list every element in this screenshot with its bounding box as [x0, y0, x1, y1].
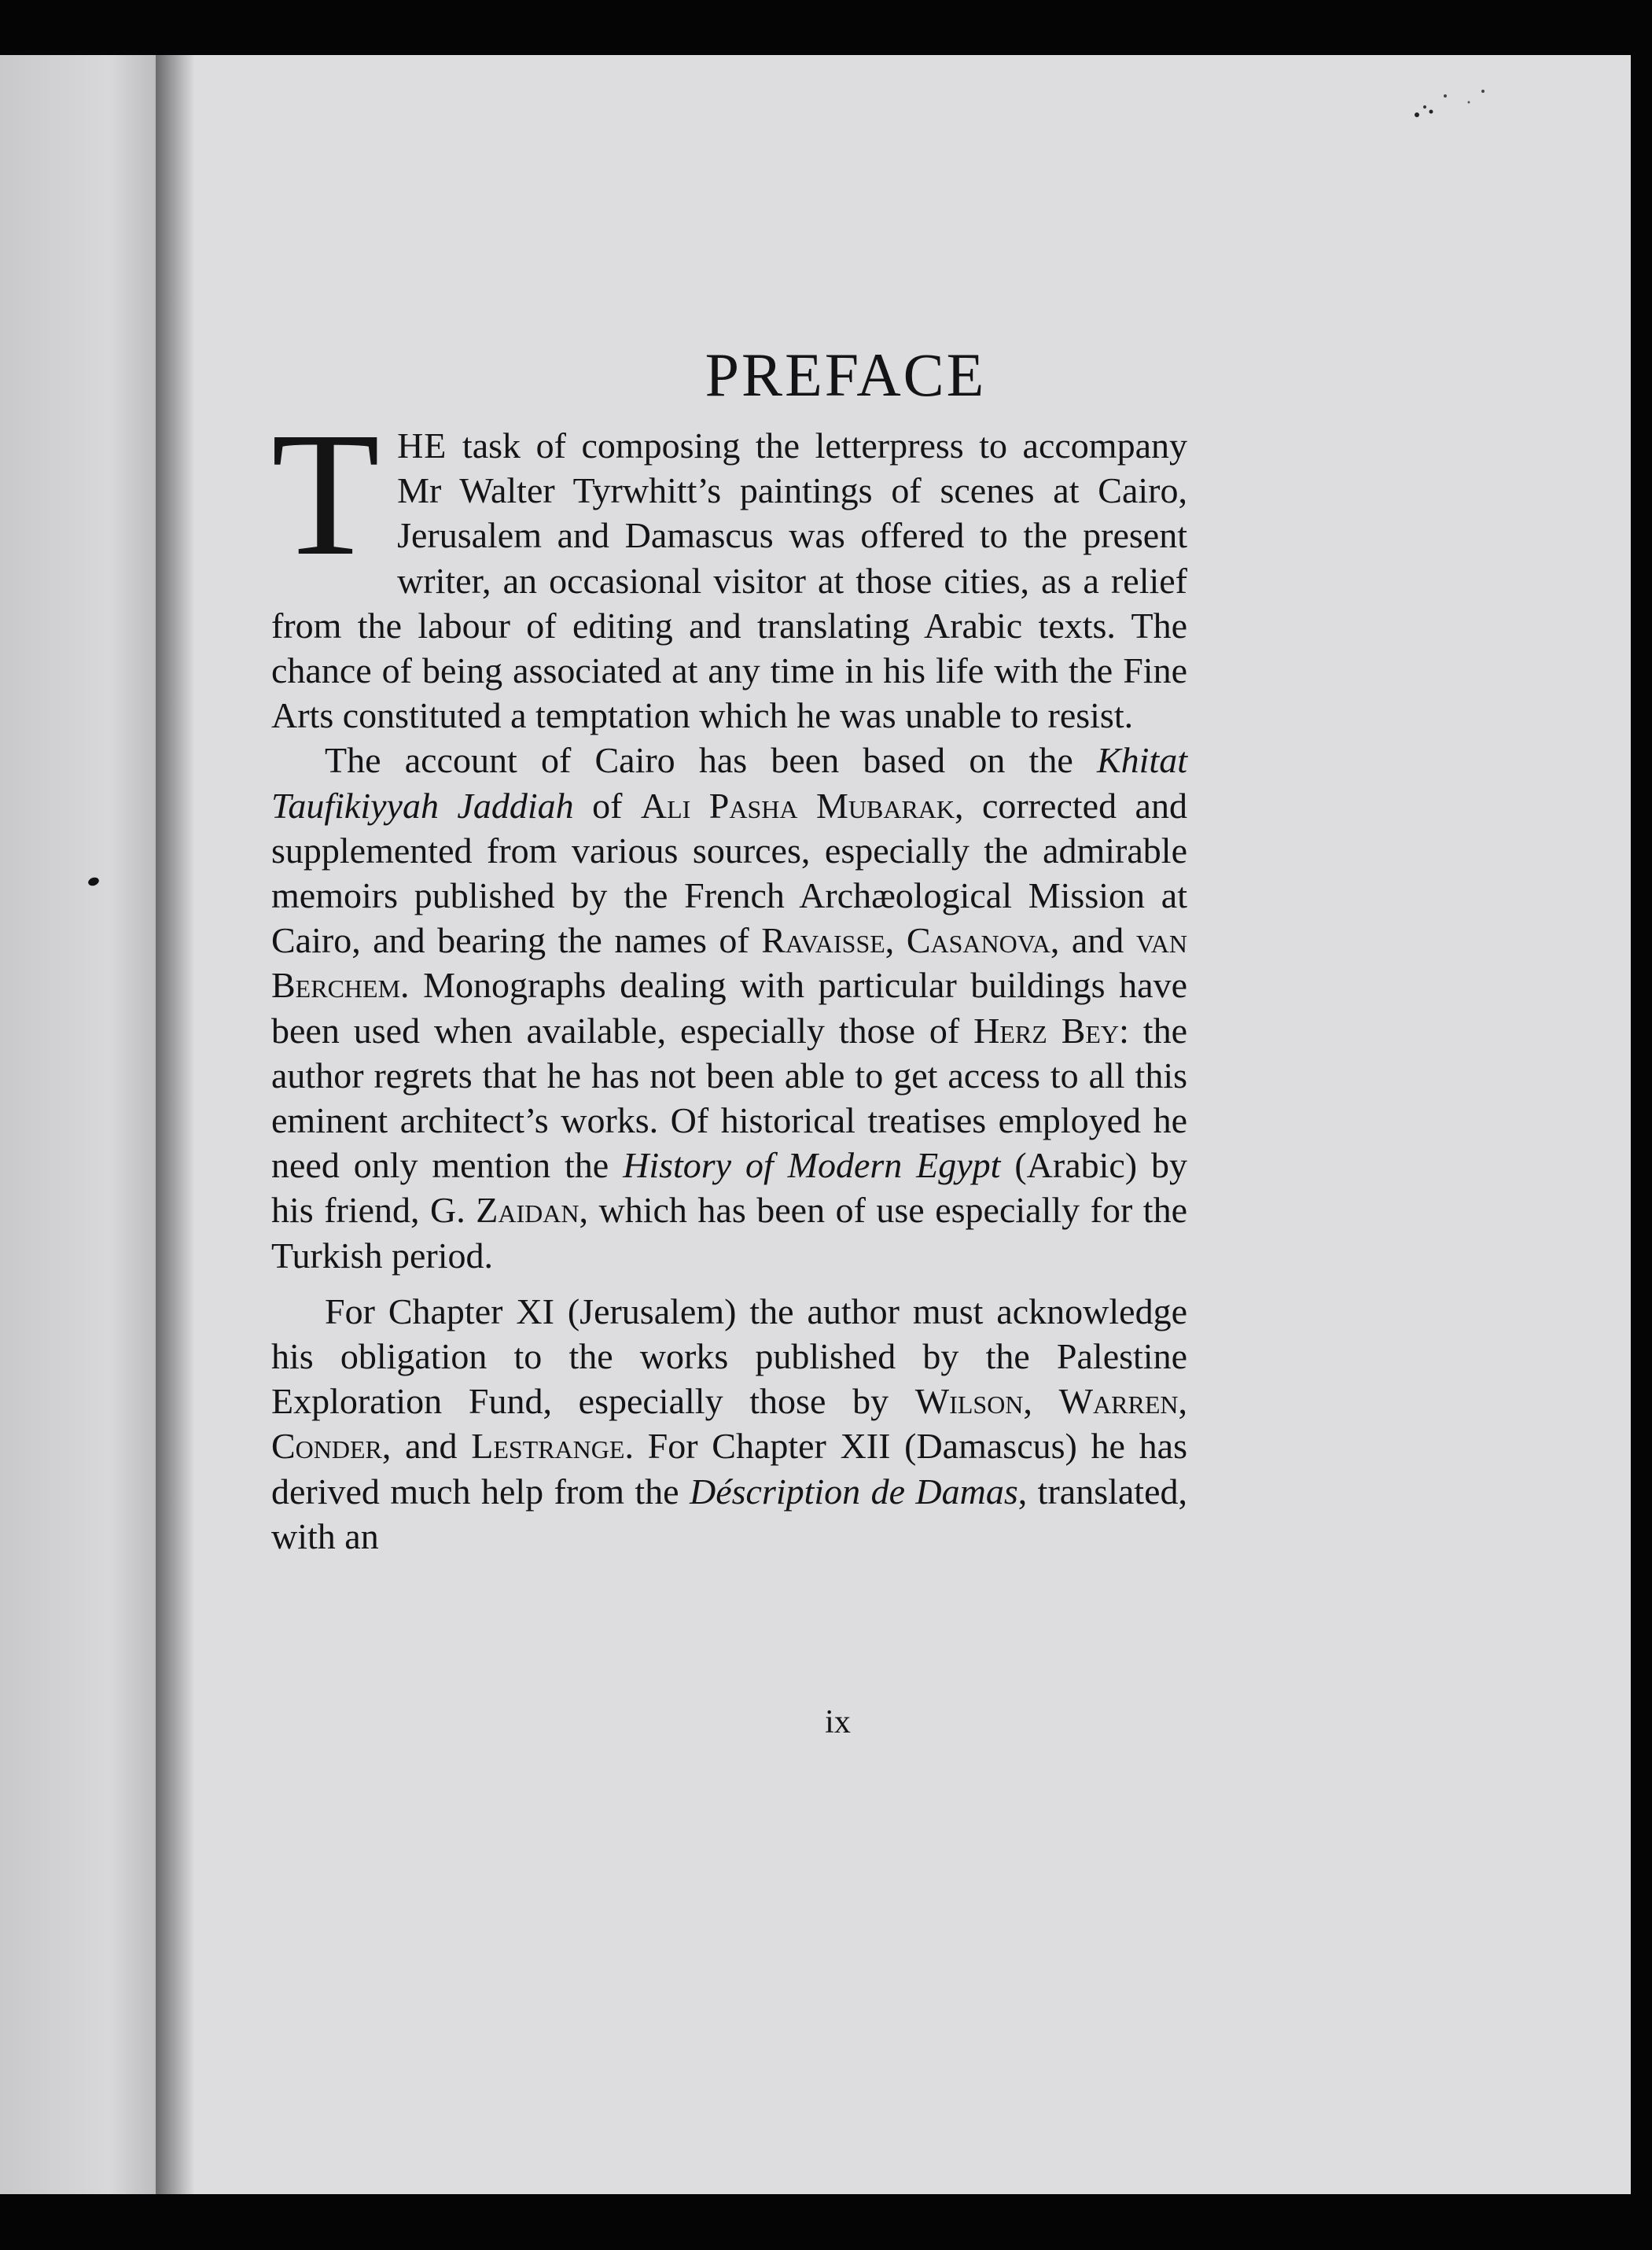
paragraph-text: , translated, with an — [271, 1471, 1187, 1556]
author-name: Herz Bey — [973, 1010, 1120, 1051]
paragraph-text: , corrected and supplemented from various sources, especially the admirable memoirs published by the French Archæological Mission at Cairo, and bearing the names of — [271, 785, 1187, 961]
paragraph-text: (Arabic) by his friend, G. — [271, 1145, 1187, 1231]
paragraph-text: , and — [381, 1426, 472, 1467]
lead-caps: HE — [397, 425, 447, 466]
paragraph-text: . Monographs dealing with particular buildings have been used when available, especially those of — [271, 965, 1187, 1051]
author-name: Zaidan — [476, 1190, 579, 1231]
italic-title: Déscription de Damas — [689, 1471, 1018, 1512]
paragraph-text: , — [1023, 1381, 1059, 1422]
author-name: Ali Pasha Mubarak — [640, 785, 955, 826]
paragraph — [271, 1289, 1187, 1559]
paragraph-text: , — [885, 920, 907, 961]
italic-title: History of Modern Egypt — [623, 1145, 1001, 1186]
paragraph — [271, 396, 1187, 738]
scan-top-border — [0, 0, 1652, 55]
author-name: Casanova — [906, 920, 1050, 961]
author-name: Lestrange — [471, 1426, 625, 1467]
paragraph — [271, 738, 1187, 1277]
paragraph-text: , — [1178, 1381, 1187, 1422]
paragraph-text: : the author regrets that he has not been able to get access to all this eminent architect’s works. Of historical treatises employed he need only mention the — [271, 1010, 1188, 1186]
scan-specks — [1407, 87, 1502, 126]
paragraph-text: , which has been of use especially for the Turkish period. — [271, 1190, 1187, 1276]
author-name: Warren — [1058, 1381, 1179, 1422]
paragraph-text: For Chapter XI (Jerusalem) the author must acknowledge his obligation to the works published by the Palestine Exploration Fund, especially those by — [271, 1291, 1187, 1422]
author-name: Ravaisse — [761, 920, 885, 961]
paragraph-text: . For Chapter XII (Damascus) he has derived much help from the — [271, 1426, 1187, 1512]
italic-title: Khitat Taufikiyyah Jaddiah — [271, 740, 1187, 826]
page-number: ix — [825, 1704, 851, 1740]
scan-bottom-border — [0, 2194, 1652, 2250]
author-name: van Berchem — [271, 920, 1188, 1006]
page-title: PREFACE — [705, 341, 987, 409]
author-name: Conder — [271, 1426, 382, 1467]
paragraph-text: of — [573, 785, 641, 826]
paragraph-text: task of composing the letterpress to accompany Mr Walter Tyrwhitt’s paintings of scenes at Cairo, Jerusalem and Damascus was offered to the present writer, an occasional visitor at those cities, as a relief from the labour of editing and translating Arabic texts. The chance of being associated at any time in his life with the Fine Arts constituted a temptation which he was unable to resist. — [271, 425, 1187, 736]
paragraph-text: , and — [1050, 920, 1136, 961]
body-text — [271, 396, 1188, 1559]
drop-cap: T — [271, 396, 381, 592]
paragraph-text: The account of Cairo has been based on the — [325, 740, 1097, 781]
scan-right-border — [1631, 0, 1652, 2250]
author-name: Wilson — [914, 1381, 1024, 1422]
